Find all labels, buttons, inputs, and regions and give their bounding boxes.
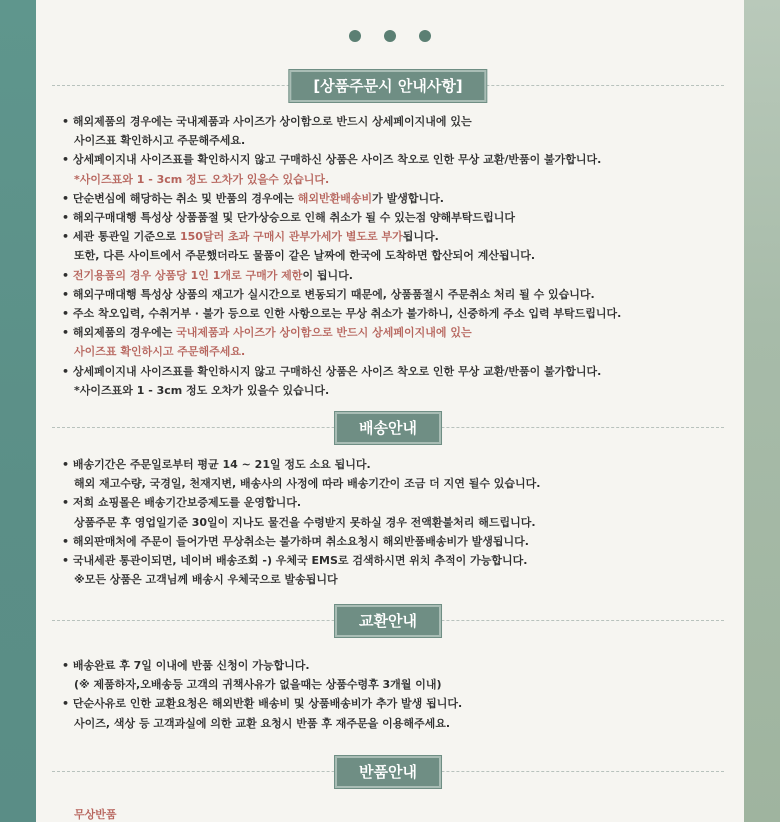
notice-text: *사이즈표와 1 - 3cm 정도 오차가 있을수 있습니다. [74, 383, 330, 397]
notice-line [62, 323, 722, 342]
notice-line [62, 112, 722, 131]
notice-text: • 배송완료 후 7일 이내에 반품 신청이 가능합니다. [62, 659, 310, 672]
notice-line [62, 714, 722, 733]
notice-text: • 국내세관 통관이되면, 네이버 배송조회 -) 우체국 EMS로 검색하시면 위치 추적이 가능합니다. [62, 554, 528, 568]
exchange-header [52, 605, 724, 635]
notice-line [62, 381, 722, 400]
notice-text: • 주소 착오입력, 수취거부 · 불가 등으로 인한 사항으로는 무상 취소가 불가하니, 신중하게 주소 입력 부탁드립니다. [62, 307, 622, 321]
highlight-text: 해외반환배송비 [297, 191, 373, 205]
notice-text: • [62, 268, 73, 282]
notice-line [62, 304, 722, 323]
highlight-text: 사이즈표 확인하시고 주문해주세요. [74, 345, 246, 359]
highlight-text: 150달러 초과 구매시 관부가세가 별도로 부가 [179, 230, 403, 244]
free-return-subtitle: 무상반품 [74, 808, 117, 821]
notice-text: 또한, 다른 사이트에서 주문했더라도 물품이 같은 날짜에 한국에 도착하면 합산되어 계산됩니다. [74, 249, 536, 263]
notice-line [62, 694, 722, 713]
exchange-list [62, 656, 722, 733]
notice-line [62, 532, 722, 551]
return-header [52, 756, 724, 786]
notice-text: 됩니다. [402, 230, 439, 244]
shipping-title: 배송안내 [335, 412, 441, 444]
notice-text: (※ 제품하자,오배송등 고객의 귀책사유가 없을때는 상품수령후 3개월 이내) [74, 678, 442, 692]
notice-text: • 해외구매대행 특성상 상품품절 및 단가상승으로 인해 취소가 될 수 있는점 양해부탁드립니다 [62, 211, 515, 225]
notice-text: 상품주문 후 영업일기준 30일이 지나도 물건을 수령받지 못하실 경우 전액환불처리 해드립니다. [74, 515, 536, 529]
right-background [744, 0, 780, 822]
dot-icon [349, 30, 361, 42]
notice-line [62, 570, 722, 589]
notice-text: • 저희 쇼핑몰은 배송기간보증제도를 운영합니다. [62, 496, 302, 510]
notice-text: • 단순변심에 해당하는 취소 및 반품의 경우에는 [62, 191, 298, 205]
notice-text: • 상세페이지내 사이즈표를 확인하시지 않고 구매하신 상품은 사이즈 착오로 인한 무상 교환/반품이 불가합니다. [62, 153, 602, 167]
notice-line [62, 131, 722, 150]
notice-text: • 세관 통관일 기준으로 [62, 230, 180, 244]
exchange-title: 교환안내 [335, 605, 441, 637]
dot-icon [384, 30, 396, 42]
notice-line [62, 675, 722, 694]
notice-line [62, 246, 722, 265]
notice-text: 사이즈표 확인하시고 주문해주세요. [74, 134, 246, 148]
notice-text: • 해외판매처에 주문이 들어가면 무상취소는 불가하며 취소요청시 해외반품배송비가 발생됩니다. [62, 534, 529, 548]
notice-line [62, 170, 722, 189]
shipping-header [52, 412, 724, 442]
notice-line [62, 656, 722, 675]
left-background [0, 0, 36, 822]
notice-line [62, 551, 722, 570]
notice-line [62, 513, 722, 532]
dot-icon [419, 30, 431, 42]
notice-line [62, 150, 722, 169]
notice-text: 사이즈, 색상 등 고객과실에 의한 교환 요청시 반품 후 재주문을 이용해주세요. [74, 716, 451, 730]
notice-line [62, 362, 722, 381]
notice-line [62, 474, 722, 493]
notice-text: • 단순사유로 인한 교환요청은 해외반환 배송비 및 상품배송비가 추가 발생 됩니다. [62, 697, 463, 711]
notice-line [62, 189, 722, 208]
notice-line [62, 208, 722, 227]
notice-text: • 해외구매대행 특성상 상품의 재고가 실시간으로 변동되기 때문에, 상품품절시 주문취소 처리 될 수 있습니다. [62, 287, 595, 301]
notice-text: 해외 재고수량, 국경일, 천재지변, 배송사의 사정에 따라 배송기간이 조금 더 지연 될수 있습니다. [74, 477, 541, 491]
notice-line [62, 227, 722, 246]
notice-line [62, 493, 722, 512]
highlight-text: 전기용품의 경우 상품당 1인 1개로 구매가 제한 [72, 268, 303, 282]
separator-dots [349, 30, 431, 44]
notice-line [62, 342, 722, 361]
notice-text: 가 발생합니다. [372, 191, 444, 205]
notice-text: • 배송기간은 주문일로부터 평균 14 ~ 21일 정도 소요 됩니다. [62, 458, 371, 471]
shipping-list [62, 455, 722, 589]
notice-line [62, 266, 722, 285]
return-title: 반품안내 [335, 756, 441, 788]
highlight-text: 국내제품과 사이즈가 상이함으로 반드시 상세페이지내에 있는 [176, 326, 472, 340]
notice-line [62, 455, 722, 474]
notice-text: ※모든 상품은 고객님께 배송시 우체국으로 발송됩니다 [74, 573, 338, 587]
notice-text: 이 됩니다. [302, 268, 353, 282]
notice-text: • 해외제품의 경우에는 국내제품과 사이즈가 상이함으로 반드시 상세페이지내에 있는 [62, 115, 472, 128]
notice-text: • 상세페이지내 사이즈표를 확인하시지 않고 구매하신 상품은 사이즈 착오로 인한 무상 교환/반품이 불가합니다. [62, 364, 602, 378]
notice-text: • 해외제품의 경우에는 [62, 326, 177, 340]
order-notice-list [62, 112, 722, 400]
notice-line [62, 285, 722, 304]
highlight-text: *사이즈표와 1 - 3cm 정도 오차가 있을수 있습니다. [74, 172, 330, 186]
order-notice-header [52, 70, 724, 100]
order-notice-title: [상품주문시 안내사항] [289, 70, 486, 102]
